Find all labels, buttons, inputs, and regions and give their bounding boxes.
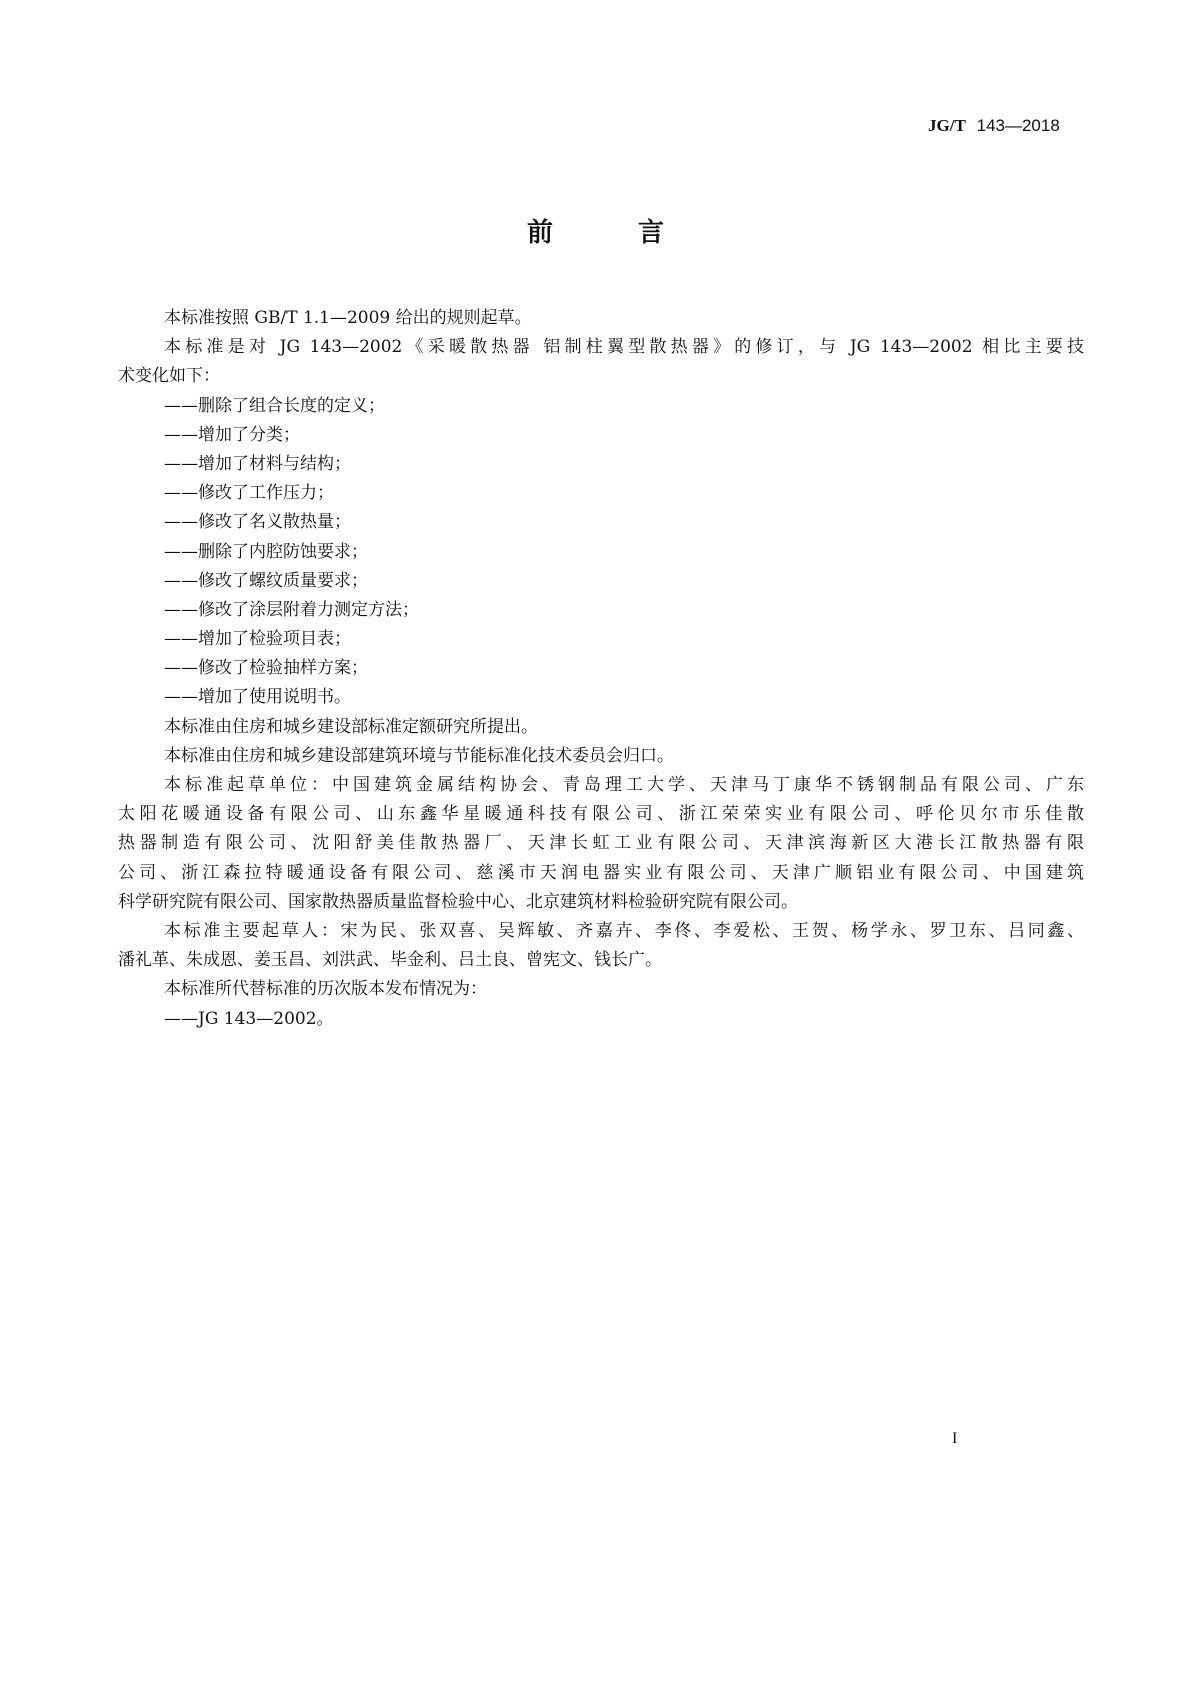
text-line: 本标准是对 JG 143—2002《采暖散热器 铝制柱翼型散热器》的修订，与 JG 143—2002 相比主要技 <box>164 337 1084 358</box>
text-line: 本标准由住房和城乡建设部标准定额研究所提出。 <box>164 716 538 737</box>
text-line: 本标准由住房和城乡建设部建筑环境与节能标准化技术委员会归口。 <box>164 745 674 766</box>
text-line: ——JG 143—2002。 <box>164 1008 334 1029</box>
paragraph <box>118 771 1084 917</box>
text-line: 潘礼革、朱成恩、姜玉昌、刘洪武、毕金利、吕土良、曾宪文、钱长广。 <box>118 950 662 971</box>
text-line: 热器制造有限公司、沈阳舒美佳散热器厂、天津长虹工业有限公司、天津滨海新区大港长江散热器有限 <box>118 833 1084 854</box>
list-item: ——修改了检验抽样方案； <box>164 658 368 679</box>
text-line: 科学研究院有限公司、国家散热器质量监督检验中心、北京建筑材料检验研究院有限公司。 <box>118 891 798 912</box>
text-line: 本标准按照 GB/T 1.1—2009 给出的规则起草。 <box>164 308 532 328</box>
list-item: ——修改了名义散热量； <box>164 512 351 533</box>
document-body <box>118 304 1084 1034</box>
list-item: ——增加了使用说明书。 <box>164 687 351 708</box>
paragraph <box>118 333 1084 391</box>
text-line: 太阳花暖通设备有限公司、山东鑫华星暖通科技有限公司、浙江荣荣实业有限公司、呼伦贝尔市乐佳散 <box>118 804 1084 825</box>
change-list <box>118 392 1084 713</box>
list-item: ——增加了检验项目表； <box>164 629 351 650</box>
standard-prefix: JG/T <box>928 116 966 135</box>
list-item: ——删除了组合长度的定义； <box>164 395 385 416</box>
page-number: I <box>952 1430 958 1447</box>
standard-number-header <box>928 116 1060 136</box>
paragraph <box>118 975 1084 1004</box>
text-line: 公司、浙江森拉特暖通设备有限公司、慈溪市天润电器实业有限公司、天津广顺铝业有限公司、中国建筑 <box>118 862 1084 883</box>
paragraph <box>118 304 1084 333</box>
text-line: 本标准所代替标准的历次版本发布情况为： <box>164 979 487 1000</box>
list-item: ——增加了分类； <box>164 424 300 445</box>
paragraph <box>118 742 1084 771</box>
paragraph <box>118 1005 1084 1034</box>
page-title: 前 言 <box>526 218 703 248</box>
list-item: ——修改了螺纹质量要求； <box>164 570 368 591</box>
text-line: 本标准主要起草人：宋为民、张双喜、吴辉敏、齐嘉卉、李佟、李爱松、王贺、杨学永、罗卫东、吕同鑫、 <box>164 920 1084 941</box>
paragraph <box>118 713 1084 742</box>
text-line: 术变化如下： <box>118 366 220 387</box>
list-item: ——删除了内腔防蚀要求； <box>164 541 368 562</box>
list-item: ——修改了涂层附着力测定方法； <box>164 599 419 620</box>
list-item: ——增加了材料与结构； <box>164 453 351 474</box>
list-item: ——修改了工作压力； <box>164 483 334 504</box>
text-line: 本标准起草单位：中国建筑金属结构协会、青岛理工大学、天津马丁康华不锈钢制品有限公司、广东 <box>164 775 1084 795</box>
paragraph <box>118 917 1084 975</box>
standard-number: 143—2018 <box>976 116 1060 135</box>
